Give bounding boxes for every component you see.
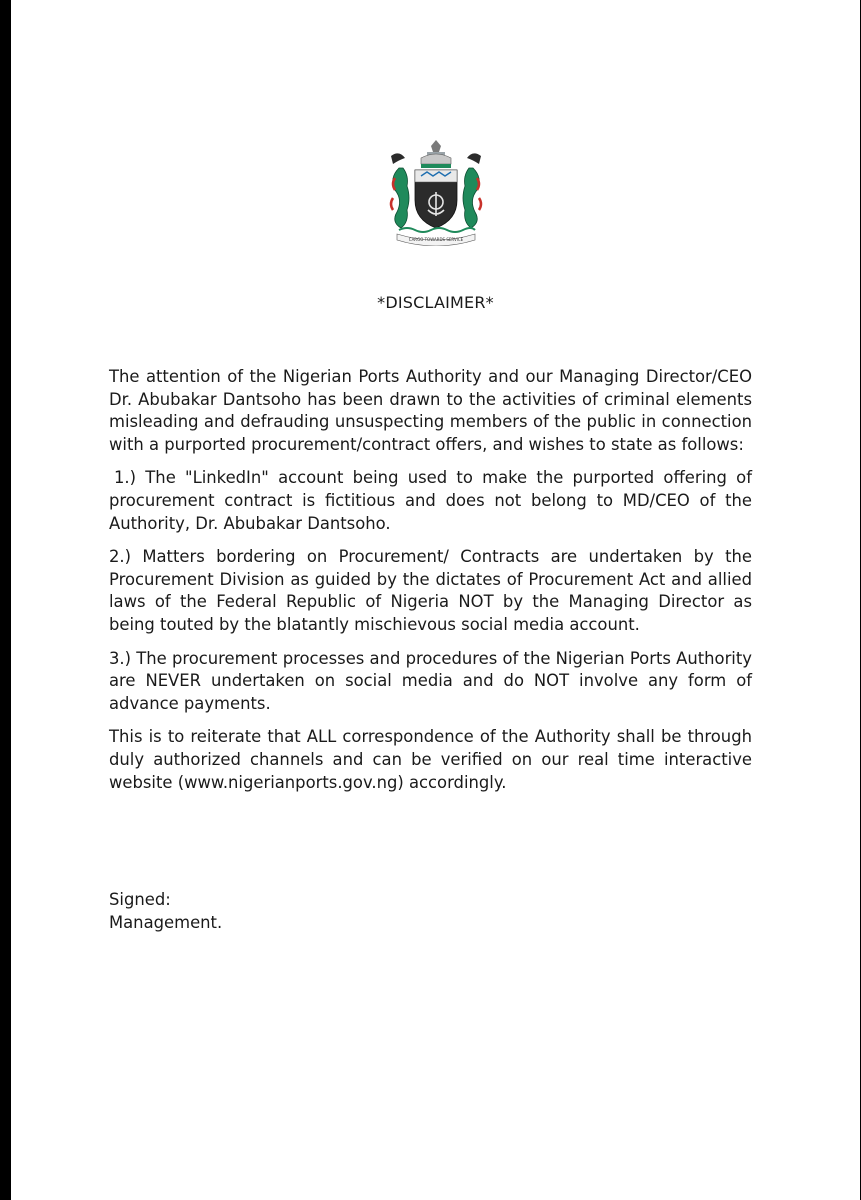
point-3-paragraph: 3.) The procurement processes and procedures of the Nigerian Ports Authority are NEVER undertaken on social media and do NOT involve any form of advance payments. [109,648,752,713]
point-1-paragraph: 1.) The "LinkedIn" account being used to make the purported offering of procurement contract is fictitious and does not belong to MD/CEO of the Authority, Dr. Abubakar Dantsoho. [109,468,752,533]
crest-motto: CARGO TOWARDS SERVICE [408,237,464,242]
disclaimer-title: *DISCLAIMER* [377,293,494,312]
signed-label: Signed: [109,890,171,909]
disclaimer-body [109,366,752,805]
crest-emblem-icon [381,138,491,246]
intro-paragraph: The attention of the Nigerian Ports Authority and our Managing Director/CEO Dr. Abubakar Dantsoho has been drawn to the activities of criminal elements misleading and defrauding unsuspecting members of the public in connection with a purported procurement/contract offers, and wishes to state as follows: [109,367,752,454]
signature-block [109,889,222,934]
closing-paragraph: This is to reiterate that ALL correspondence of the Authority shall be through duly authorized channels and can be verified on our real time interactive website (www.nigerianports.gov.ng) accordingly. [109,727,752,792]
point-2-paragraph: 2.) Matters bordering on Procurement/ Contracts are undertaken by the Procurement Division as guided by the dictates of Procurement Act and allied laws of the Federal Republic of Nigeria NOT by the Managing Director as being touted by the blatantly mischievous social media account. [109,547,752,634]
signatory-name: Management. [109,912,223,932]
document-page [11,0,860,1200]
